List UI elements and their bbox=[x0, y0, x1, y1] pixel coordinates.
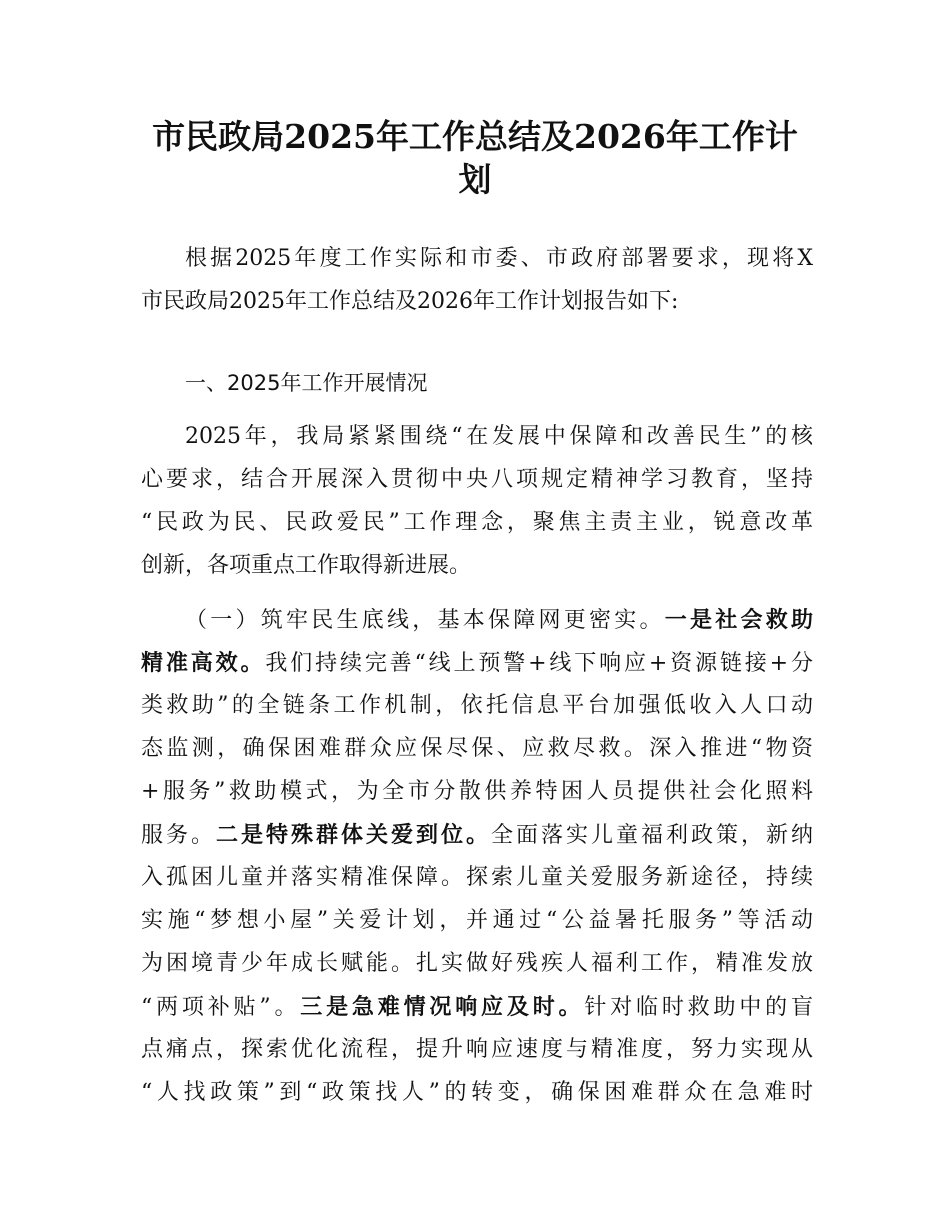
text: 类救助”的全链条工作机制，依托信息平台加强低收入人口动 bbox=[141, 693, 813, 718]
text: “民政为民、民政爱民”工作理念，聚焦主责主业，锐意改革 bbox=[141, 510, 813, 535]
text: 针对临时救助中的盲 bbox=[584, 995, 813, 1020]
paragraph-line bbox=[141, 777, 813, 807]
text: 入孤困儿童并落实精准保障。探索儿童关爱服务新途径，持续 bbox=[141, 865, 813, 890]
text: 服务。 bbox=[141, 823, 216, 848]
paragraph-line bbox=[185, 244, 813, 274]
text: 为困境青少年成长赋能。扎实做好残疾人福利工作，精准发放 bbox=[141, 951, 813, 976]
text: 点痛点，探索优化流程，提升响应速度与精准度，努力实现从 bbox=[141, 1037, 813, 1062]
paragraph-line bbox=[141, 287, 813, 317]
text: +服务”救助模式，为全市分散供养特困人员提供社会化照料 bbox=[141, 779, 813, 804]
bold-text: 二是特殊群体关爱到位。 bbox=[216, 822, 491, 848]
paragraph-line bbox=[141, 820, 813, 851]
text: 市民政局2025年工作总结及2026年工作计划报告如下: bbox=[141, 289, 679, 314]
paragraph-line bbox=[141, 992, 813, 1023]
text: 一、2025年工作开展情况 bbox=[185, 371, 428, 395]
paragraph-line bbox=[141, 1078, 813, 1108]
paragraph-line bbox=[141, 863, 813, 893]
bold-text: 三是急难情况响应及时。 bbox=[300, 994, 585, 1020]
text: 根据2025年度工作实际和市委、市政府部署要求，现将X bbox=[185, 246, 813, 271]
text: 创新，各项重点工作取得新进展。 bbox=[141, 553, 472, 578]
text: “人找政策”到“政策找人”的转变，确保困难群众在急难时 bbox=[141, 1080, 813, 1105]
text: 态监测，确保困难群众应保尽保、应救尽救。深入推进“物资 bbox=[141, 736, 813, 761]
document-title-line-2: 划 bbox=[458, 160, 492, 199]
text: （一）筑牢民生底线，基本保障网更密实。 bbox=[185, 608, 665, 633]
section-heading bbox=[185, 368, 813, 398]
paragraph-line bbox=[141, 906, 813, 936]
text: 心要求，结合开展深入贯彻中央八项规定精神学习教育，坚持 bbox=[141, 467, 813, 492]
paragraph-line bbox=[141, 949, 813, 979]
text: 2025年，我局紧紧围绕“在发展中保障和改善民生”的核 bbox=[185, 424, 813, 449]
text: 我们持续完善“线上预警+线下响应+资源链接+分 bbox=[265, 651, 813, 676]
paragraph-line bbox=[141, 691, 813, 721]
paragraph-line bbox=[141, 551, 813, 581]
text: “两项补贴”。 bbox=[141, 995, 301, 1020]
paragraph-line bbox=[185, 422, 813, 452]
paragraph-line bbox=[185, 605, 813, 636]
paragraph-line bbox=[141, 648, 813, 679]
paragraph-line bbox=[141, 508, 813, 538]
document-title-line-1: 市民政局2025年工作总结及2026年工作计 bbox=[152, 117, 798, 156]
text: 全面落实儿童福利政策，新纳 bbox=[490, 823, 813, 848]
bold-text: 精准高效。 bbox=[141, 650, 266, 676]
paragraph-line bbox=[141, 734, 813, 764]
bold-text: 一是社会救助 bbox=[664, 607, 813, 633]
text: 实施“梦想小屋”关爱计划，并通过“公益暑托服务”等活动 bbox=[141, 908, 813, 933]
paragraph-line bbox=[141, 465, 813, 495]
paragraph-line bbox=[141, 1035, 813, 1065]
